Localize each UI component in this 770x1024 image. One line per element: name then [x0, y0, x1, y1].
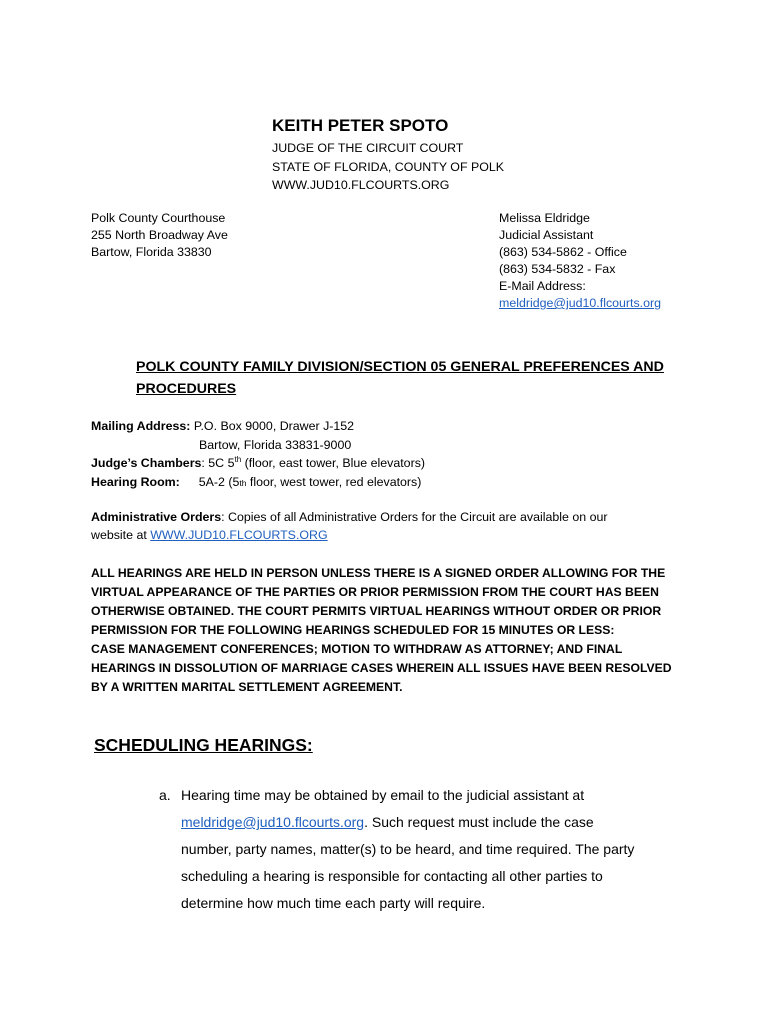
list-item: [181, 782, 634, 917]
judge-title: JUDGE OF THE CIRCUIT COURT: [272, 141, 464, 155]
admin-orders-label: Administrative Orders: [91, 510, 222, 524]
courthouse-city: Bartow, Florida 33830: [91, 245, 212, 259]
notice-line: HEARINGS IN DISSOLUTION OF MARRIAGE CASES WHEREIN ALL ISSUES HAVE BEEN RESOLVED: [91, 661, 672, 675]
hearing-room-sub: th: [239, 477, 247, 488]
notice-line: OTHERWISE OBTAINED. THE COURT PERMITS VIRTUAL HEARINGS WITHOUT ORDER OR PRIOR: [91, 604, 662, 618]
assistant-role: Judicial Assistant: [499, 228, 594, 242]
list-item-marker: a.: [159, 787, 171, 803]
chambers-row: [91, 454, 425, 473]
courthouse-name: Polk County Courthouse: [91, 211, 226, 225]
list-item-line4: scheduling a hearing is responsible for contacting all other parties to: [181, 868, 603, 884]
judge-name: KEITH PETER SPOTO: [272, 116, 449, 135]
chambers-sup: th: [234, 454, 242, 464]
assistant-email-label: E-Mail Address:: [499, 279, 586, 293]
chambers-value: : 5C 5: [201, 456, 235, 470]
list-item-line1: Hearing time may be obtained by email to the judicial assistant at: [181, 787, 585, 803]
assistant-contact: [499, 210, 661, 312]
hearing-room-value: 5A-2 (5: [198, 474, 240, 489]
assistant-fax: (863) 534-5832 - Fax: [499, 262, 616, 276]
list-item-line3: number, party names, matter(s) to be heard, and time required. The party: [181, 841, 635, 857]
courthouse-address: [91, 210, 228, 261]
admin-orders-website-prefix: website at: [91, 528, 151, 542]
list-item-line5: determine how much time each party will require.: [181, 895, 486, 911]
section-title-line1: POLK COUNTY FAMILY DIVISION/SECTION 05 GENERAL PREFERENCES AND: [136, 359, 664, 375]
section-title: [136, 356, 664, 400]
mailing-address-label: Mailing Address:: [91, 419, 191, 433]
scheduling-hearings-heading: SCHEDULING HEARINGS:: [94, 735, 313, 755]
chambers-value-rest: (floor, east tower, Blue elevators): [241, 456, 426, 470]
notice-line: VIRTUAL APPEARANCE OF THE PARTIES OR PRIOR PERMISSION FROM THE COURT HAS BEEN: [91, 585, 659, 599]
court-jurisdiction: STATE OF FLORIDA, COUNTY OF POLK: [272, 159, 505, 174]
court-info-block: [91, 417, 425, 491]
notice-line: ALL HEARINGS ARE HELD IN PERSON UNLESS THERE IS A SIGNED ORDER ALLOWING FOR THE: [91, 566, 666, 580]
assistant-office-phone: (863) 534-5862 - Office: [499, 245, 627, 259]
mailing-address-row: [91, 417, 425, 436]
courthouse-street: 255 North Broadway Ave: [91, 228, 228, 242]
chambers-label: Judge’s Chambers: [91, 456, 202, 470]
mailing-address-line2: Bartow, Florida 33831-9000: [199, 437, 352, 452]
list-item-line2: . Such request must include the case: [364, 814, 594, 830]
assistant-email-link[interactable]: meldridge@jud10.flcourts.org: [499, 296, 662, 310]
notice-line: PERMISSION FOR THE FOLLOWING HEARINGS SCHEDULED FOR 15 MINUTES OR LESS:: [91, 623, 615, 637]
hearing-room-row: [91, 473, 425, 492]
court-website-text: WWW.JUD10.FLCOURTS.ORG: [272, 178, 450, 192]
mailing-address-line1: P.O. Box 9000, Drawer J-152: [193, 419, 355, 433]
section-title-line2: PROCEDURES: [136, 381, 237, 397]
admin-orders-text: : Copies of all Administrative Orders for the Circuit are available on our: [221, 510, 608, 524]
assistant-name: Melissa Eldridge: [499, 211, 590, 225]
judge-header-lines: [272, 139, 504, 195]
hearing-room-value-rest: floor, west tower, red elevators): [246, 474, 422, 489]
notice-line: CASE MANAGEMENT CONFERENCES; MOTION TO WITHDRAW AS ATTORNEY; AND FINAL: [91, 642, 623, 656]
notice-line: BY A WRITTEN MARITAL SETTLEMENT AGREEMENT.: [91, 680, 403, 694]
admin-orders-website-link[interactable]: WWW.JUD10.FLCOURTS.ORG: [150, 528, 328, 542]
mailing-address-row2: [91, 436, 425, 455]
in-person-hearing-notice: [91, 564, 691, 697]
administrative-orders: [91, 508, 691, 544]
hearing-room-label: Hearing Room:: [91, 474, 180, 489]
scheduling-email-link[interactable]: meldridge@jud10.flcourts.org: [181, 814, 365, 830]
